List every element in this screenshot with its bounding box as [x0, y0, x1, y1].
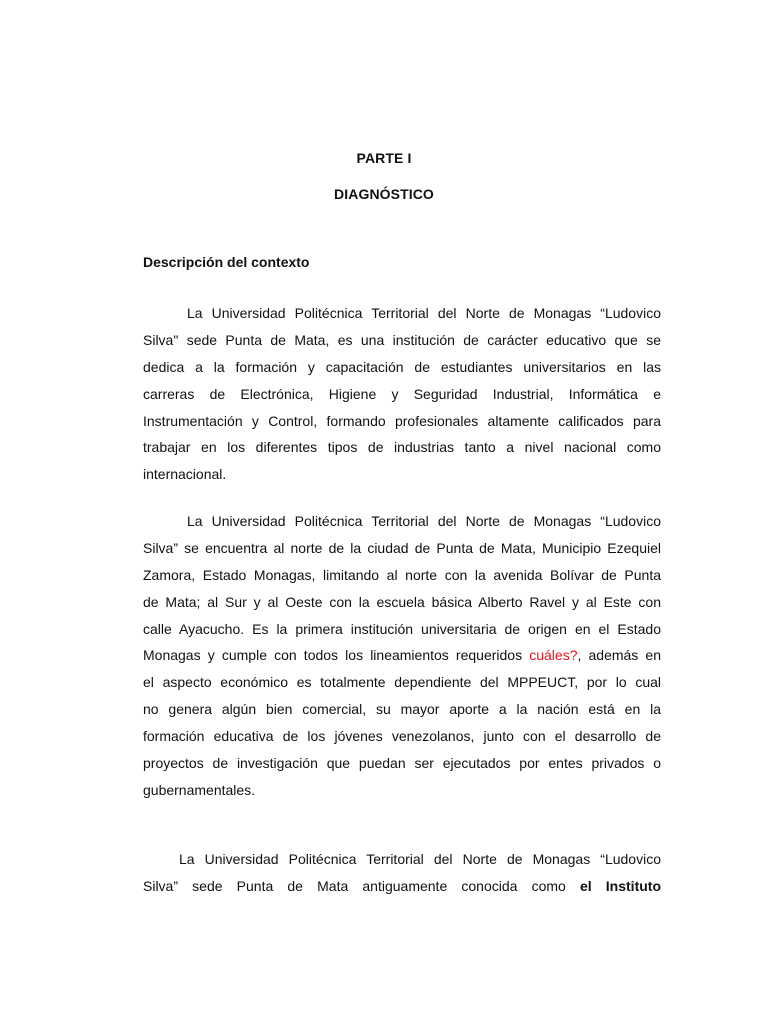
text-line: Silva" sede Punta de Mata, es una institución de carácter educativo que se	[143, 331, 661, 348]
text-line: formación educativa de los jóvenes venezolanos, junto con el desarrollo de	[143, 728, 661, 745]
text-line: Instrumentación y Control, formando profesionales altamente calificados para	[143, 412, 661, 429]
text-line: trabajar en los diferentes tipos de industrias tanto a nivel nacional como	[143, 439, 661, 456]
paragraph-1	[143, 300, 661, 488]
part-heading: PARTE I	[356, 150, 412, 166]
text-line: La Universidad Politécnica Territorial del Norte de Monagas “Ludovico	[179, 851, 661, 867]
text-line: internacional.	[143, 466, 227, 483]
section-title: Descripción del contexto	[143, 254, 310, 270]
text-fragment: , además en	[577, 647, 662, 664]
text-fragment: Monagas y cumple con todos los lineamientos requeridos	[143, 647, 523, 664]
text-line-with-comment	[143, 642, 661, 669]
text-line	[143, 873, 661, 900]
text-line: no genera algún bien comercial, su mayor aporte a la nación está en la	[143, 701, 661, 718]
paragraph-2	[143, 508, 661, 804]
text-line: Zamora, Estado Monagas, limitando al norte con la avenida Bolívar de Punta	[143, 566, 661, 583]
review-comment: cuáles?	[529, 647, 578, 664]
text-line: calle Ayacucho. Es la primera institución universitaria de origen en el Estado	[143, 620, 661, 637]
text-line: el aspecto económico es totalmente dependiente del MPPEUCT, por lo cual	[143, 674, 661, 691]
bold-text-fragment: el Instituto	[579, 877, 661, 894]
text-line: de Mata; al Sur y al Oeste con la escuela básica Alberto Ravel y al Este con	[143, 593, 661, 610]
paragraph-3	[143, 846, 661, 900]
text-fragment: Silva” sede Punta de Mata antiguamente conocida como	[143, 877, 566, 894]
text-line: dedica a la formación y capacitación de estudiantes universitarios en las	[143, 358, 661, 375]
text-line: La Universidad Politécnica Territorial del Norte de Monagas “Ludovico	[187, 513, 661, 529]
chapter-title: DIAGNÓSTICO	[334, 186, 434, 202]
text-line: Silva” se encuentra al norte de la ciudad de Punta de Mata, Municipio Ezequiel	[143, 539, 661, 556]
text-line: carreras de Electrónica, Higiene y Seguridad Industrial, Informática e	[143, 385, 661, 402]
text-line: proyectos de investigación que puedan ser ejecutados por entes privados o	[143, 755, 661, 772]
text-line: La Universidad Politécnica Territorial del Norte de Monagas “Ludovico	[187, 305, 661, 321]
text-line: gubernamentales.	[143, 781, 256, 798]
